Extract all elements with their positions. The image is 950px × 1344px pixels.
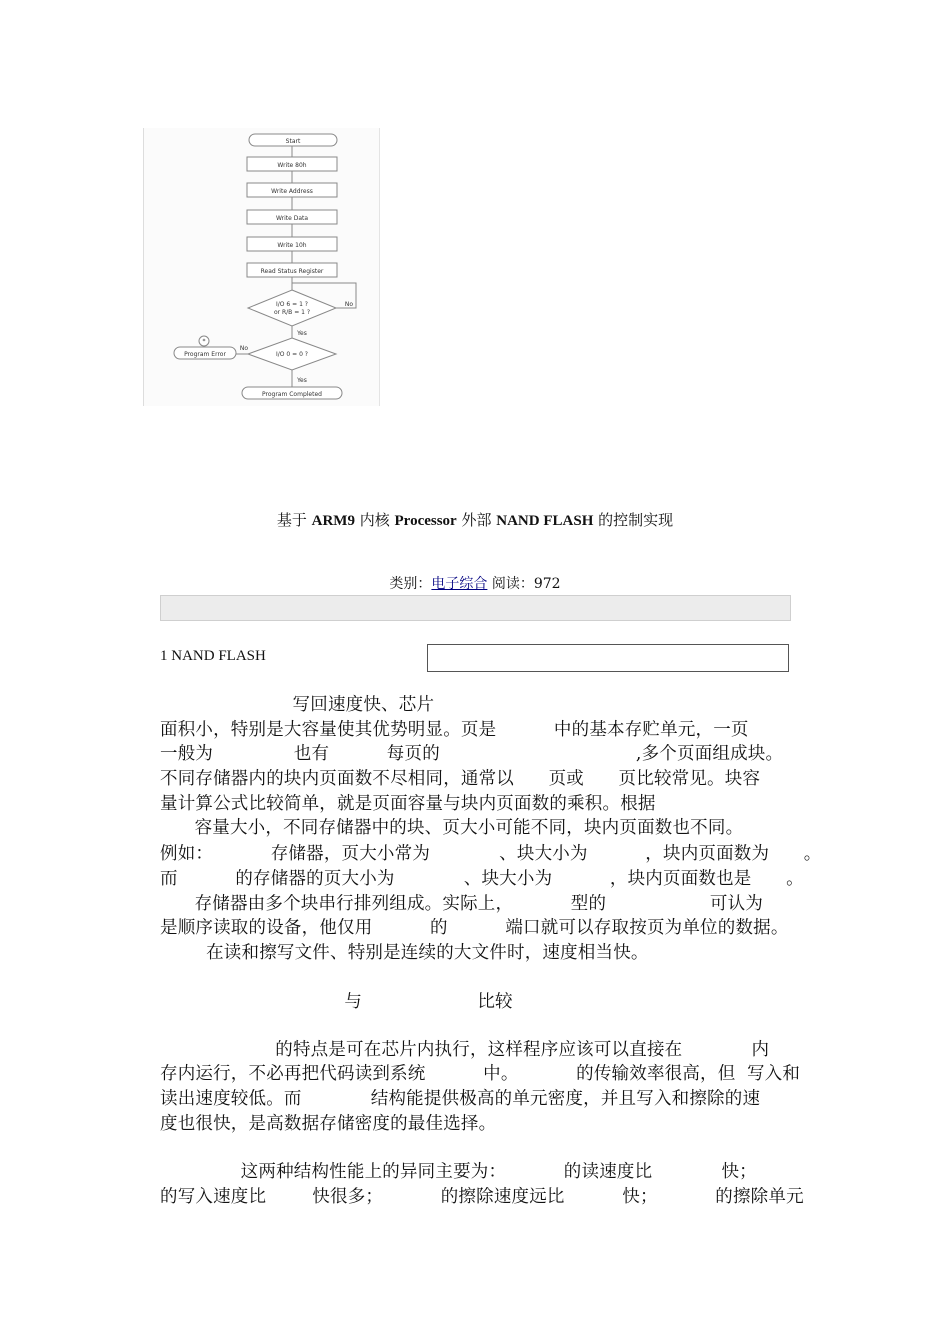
title-mid2: 外部 [456,511,497,529]
title-nand: NAND FLASH [496,513,594,529]
paragraph-line: 不同存储器内的块内页面数不尽相同，通常以 页或 页比较常见。块容 [160,769,761,789]
paragraph-line: 读出速度较低。而 结构能提供极高的单元密度，并且写入和擦除的速 [160,1089,761,1109]
article-meta [0,573,950,593]
fc-readstatus-label: Read Status Register [260,268,324,275]
empty-box [427,644,789,672]
paragraph-line: 量计算公式比较简单，就是页面容量与块内页面数的乘积。根据 [160,794,656,814]
fc-decision2-label: I/O 0 = 0 ? [276,351,308,358]
paragraph-line: 例如： 存储器，页大小常为 、块大小为 ，块内页面数为 。 [160,844,822,864]
reads-count: 阅读：972 [487,576,561,592]
section-heading: 1 NAND FLASH [160,648,266,664]
paragraph-line: 是顺序读取的设备，他仅用 的 端口就可以存取按页为单位的数据。 [160,918,789,938]
fc-decision1-line1: I/O 6 = 1 ? [276,301,308,308]
paragraph-line: 写回速度快、芯片 [160,695,435,715]
paragraph-line: 存储器由多个块串行排列组成。实际上， 型的 可认为 [160,894,764,914]
paragraph-line: 这两种结构性能上的异同主要为： 的读速度比 快； [160,1162,757,1182]
flowchart-figure [143,128,380,406]
fc-start-label: Start [285,138,301,145]
fc-error-marker: * [202,338,206,345]
fc-write10h-label: Write 10h [277,242,307,249]
paragraph-line: 在读和擦写文件、特别是连续的大文件时，速度相当快。 [160,943,649,963]
title-mid1: 内核 [354,511,395,529]
fc-no1-label: No [344,301,354,308]
fc-program-error-label: Program Error [184,351,226,358]
flowchart-diagram [144,128,379,406]
fc-decision1-line2: or R/B = 1 ? [273,309,311,316]
fc-yes2-label: Yes [297,377,307,384]
paragraph-line: 而 的存储器的页大小为 、块大小为 ，块内页面数也是 。 [160,869,804,889]
fc-yes1-label: Yes [297,330,307,337]
fc-writedata-label: Write Data [275,215,309,222]
fc-writeaddr-label: Write Address [271,188,313,195]
decision1-node [248,290,336,326]
paragraph-line: 与 比较 [160,992,513,1012]
paragraph-line: 面积小，特别是大容量使其优势明显。页是 中的基本存贮单元，一页 [160,720,749,740]
title-processor: Processor [394,513,457,529]
paragraph-line: 度也很快，是高数据存储密度的最佳选择。 [160,1114,497,1134]
divider-bar [160,595,791,621]
paragraph-line: 一般为 也有 每页的 ,多个页面组成块。 [160,744,784,764]
paragraph-line: 的特点是可在芯片内执行，这样程序应该可以直接在 内 [160,1040,770,1060]
category-link[interactable]: 电子综合 [431,576,488,592]
category-label: 类别： [389,576,432,592]
fc-program-completed-label: Program Completed [262,391,322,398]
paragraph-line: 存内运行，不必再把代码读到系统 中。 的传输效率很高，但 写入和 [160,1064,801,1084]
fc-write80h-label: Write 80h [277,162,307,169]
fc-no2-label: No [239,345,249,352]
paragraph-line: 容量大小，不同存储器中的块、页大小可能不同，块内页面数也不同。 [160,818,744,838]
article-title [0,509,950,530]
paragraph-line: 的写入速度比 快很多； 的擦除速度远比 快； 的擦除单元 [160,1187,804,1207]
title-pre: 基于 [276,511,312,529]
title-post: 的控制实现 [593,511,674,529]
title-arm9: ARM9 [311,513,355,529]
